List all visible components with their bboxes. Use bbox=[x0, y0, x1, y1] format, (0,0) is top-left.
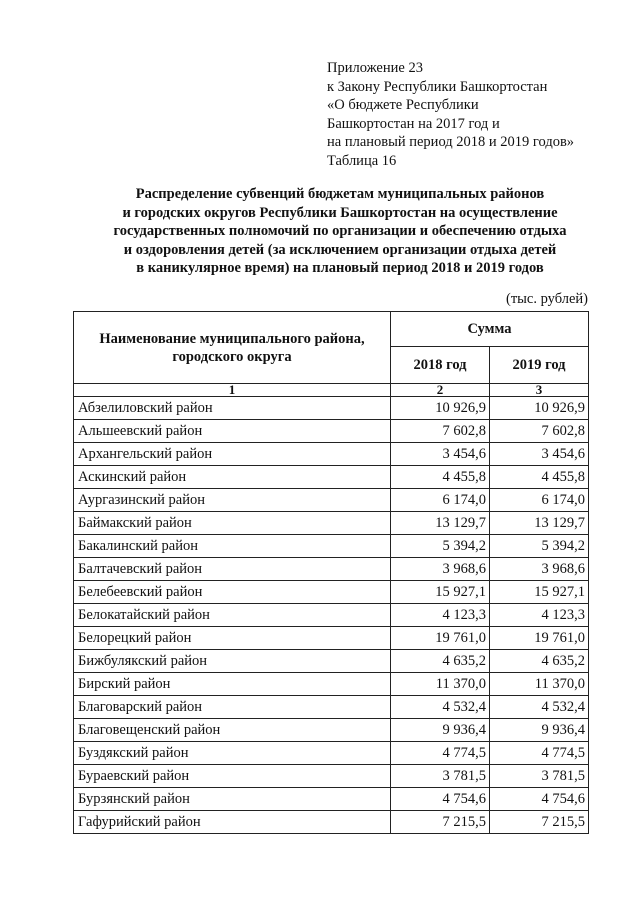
value-2018: 3 968,6 bbox=[391, 558, 490, 581]
table-row bbox=[74, 811, 589, 834]
table-row bbox=[74, 443, 589, 466]
value-2019: 4 455,8 bbox=[490, 466, 589, 489]
district-name: Гафурийский район bbox=[74, 811, 391, 834]
value-2018: 7 602,8 bbox=[391, 420, 490, 443]
table-label: Таблица 16 bbox=[327, 152, 397, 169]
district-name: Белорецкий район bbox=[74, 627, 391, 650]
district-name: Благоварский район bbox=[74, 696, 391, 719]
value-2018: 3 454,6 bbox=[391, 443, 490, 466]
table-row bbox=[74, 397, 589, 420]
table-row bbox=[74, 604, 589, 627]
value-2019: 5 394,2 bbox=[490, 535, 589, 558]
value-2018: 9 936,4 bbox=[391, 719, 490, 742]
value-2018: 4 754,6 bbox=[391, 788, 490, 811]
value-2018: 4 455,8 bbox=[391, 466, 490, 489]
title-line: государственных полномочий по организации и обеспечению отдыха bbox=[113, 223, 567, 239]
value-2019: 7 215,5 bbox=[490, 811, 589, 834]
title-line: Распределение субвенций бюджетам муниципальных районов bbox=[135, 186, 545, 202]
district-name: Бураевский район bbox=[74, 765, 391, 788]
district-name: Архангельский район bbox=[74, 443, 391, 466]
table-row bbox=[74, 512, 589, 535]
district-name: Баймакский район bbox=[74, 512, 391, 535]
table-row bbox=[74, 650, 589, 673]
table-row bbox=[74, 788, 589, 811]
title-line: и городских округов Республики Башкортостан на осуществление bbox=[122, 204, 558, 221]
col-number-3: 3 bbox=[490, 384, 589, 397]
value-2019: 10 926,9 bbox=[490, 397, 589, 420]
subvention-table bbox=[73, 311, 589, 834]
units-label: (тыс. рублей) bbox=[506, 291, 588, 307]
table-row bbox=[74, 673, 589, 696]
table-row bbox=[74, 466, 589, 489]
header-2018: 2018 год bbox=[391, 347, 490, 384]
table-row bbox=[74, 489, 589, 512]
district-name: Абзелиловский район bbox=[74, 397, 391, 420]
value-2019: 9 936,4 bbox=[490, 719, 589, 742]
value-2019: 3 968,6 bbox=[490, 558, 589, 581]
appendix-line: к Закону Республики Башкортостан bbox=[327, 78, 548, 95]
table-row bbox=[74, 581, 589, 604]
table-row bbox=[74, 765, 589, 788]
value-2019: 3 781,5 bbox=[490, 765, 589, 788]
table-row bbox=[74, 420, 589, 443]
appendix-line: Башкортостан на 2017 год и bbox=[327, 115, 500, 132]
district-name: Белебеевский район bbox=[74, 581, 391, 604]
value-2018: 4 774,5 bbox=[391, 742, 490, 765]
header-2019: 2019 год bbox=[490, 347, 589, 384]
table-row bbox=[74, 742, 589, 765]
title-line: и оздоровления детей (за исключением организации отдыха детей bbox=[123, 241, 557, 258]
value-2018: 3 781,5 bbox=[391, 765, 490, 788]
table-row bbox=[74, 535, 589, 558]
title-line: в каникулярное время) на плановый период 2018 и 2019 годов bbox=[136, 260, 544, 276]
district-name: Буздякский район bbox=[74, 742, 391, 765]
value-2019: 7 602,8 bbox=[490, 420, 589, 443]
district-name: Белокатайский район bbox=[74, 604, 391, 627]
value-2019: 4 123,3 bbox=[490, 604, 589, 627]
value-2018: 7 215,5 bbox=[391, 811, 490, 834]
value-2019: 4 635,2 bbox=[490, 650, 589, 673]
district-name: Аскинский район bbox=[74, 466, 391, 489]
appendix-line: на плановый период 2018 и 2019 годов» bbox=[327, 134, 575, 150]
district-name: Бакалинский район bbox=[74, 535, 391, 558]
value-2018: 15 927,1 bbox=[391, 581, 490, 604]
col-number-2: 2 bbox=[391, 384, 490, 397]
value-2019: 4 532,4 bbox=[490, 696, 589, 719]
appendix-line: Приложение 23 bbox=[327, 60, 423, 76]
value-2019: 3 454,6 bbox=[490, 443, 589, 466]
value-2019: 13 129,7 bbox=[490, 512, 589, 535]
value-2018: 5 394,2 bbox=[391, 535, 490, 558]
value-2019: 6 174,0 bbox=[490, 489, 589, 512]
table-row bbox=[74, 627, 589, 650]
district-name: Благовещенский район bbox=[74, 719, 391, 742]
header-sum: Сумма bbox=[391, 312, 589, 347]
district-name: Бижбулякский район bbox=[74, 650, 391, 673]
value-2018: 4 635,2 bbox=[391, 650, 490, 673]
header-name: Наименование муниципального района, городского округа bbox=[74, 312, 391, 384]
value-2018: 11 370,0 bbox=[391, 673, 490, 696]
value-2018: 6 174,0 bbox=[391, 489, 490, 512]
document-title bbox=[60, 185, 620, 278]
table-row bbox=[74, 696, 589, 719]
appendix-line: «О бюджете Республики bbox=[327, 97, 479, 113]
col-number-1: 1 bbox=[74, 384, 391, 397]
district-name: Бурзянский район bbox=[74, 788, 391, 811]
value-2019: 11 370,0 bbox=[490, 673, 589, 696]
table-row bbox=[74, 719, 589, 742]
appendix-header bbox=[327, 59, 574, 170]
value-2018: 4 532,4 bbox=[391, 696, 490, 719]
value-2019: 19 761,0 bbox=[490, 627, 589, 650]
district-name: Балтачевский район bbox=[74, 558, 391, 581]
value-2019: 4 774,5 bbox=[490, 742, 589, 765]
value-2018: 10 926,9 bbox=[391, 397, 490, 420]
district-name: Аургазинский район bbox=[74, 489, 391, 512]
value-2018: 13 129,7 bbox=[391, 512, 490, 535]
district-name: Бирский район bbox=[74, 673, 391, 696]
table-row bbox=[74, 558, 589, 581]
value-2019: 4 754,6 bbox=[490, 788, 589, 811]
value-2019: 15 927,1 bbox=[490, 581, 589, 604]
district-name: Альшеевский район bbox=[74, 420, 391, 443]
value-2018: 4 123,3 bbox=[391, 604, 490, 627]
value-2018: 19 761,0 bbox=[391, 627, 490, 650]
